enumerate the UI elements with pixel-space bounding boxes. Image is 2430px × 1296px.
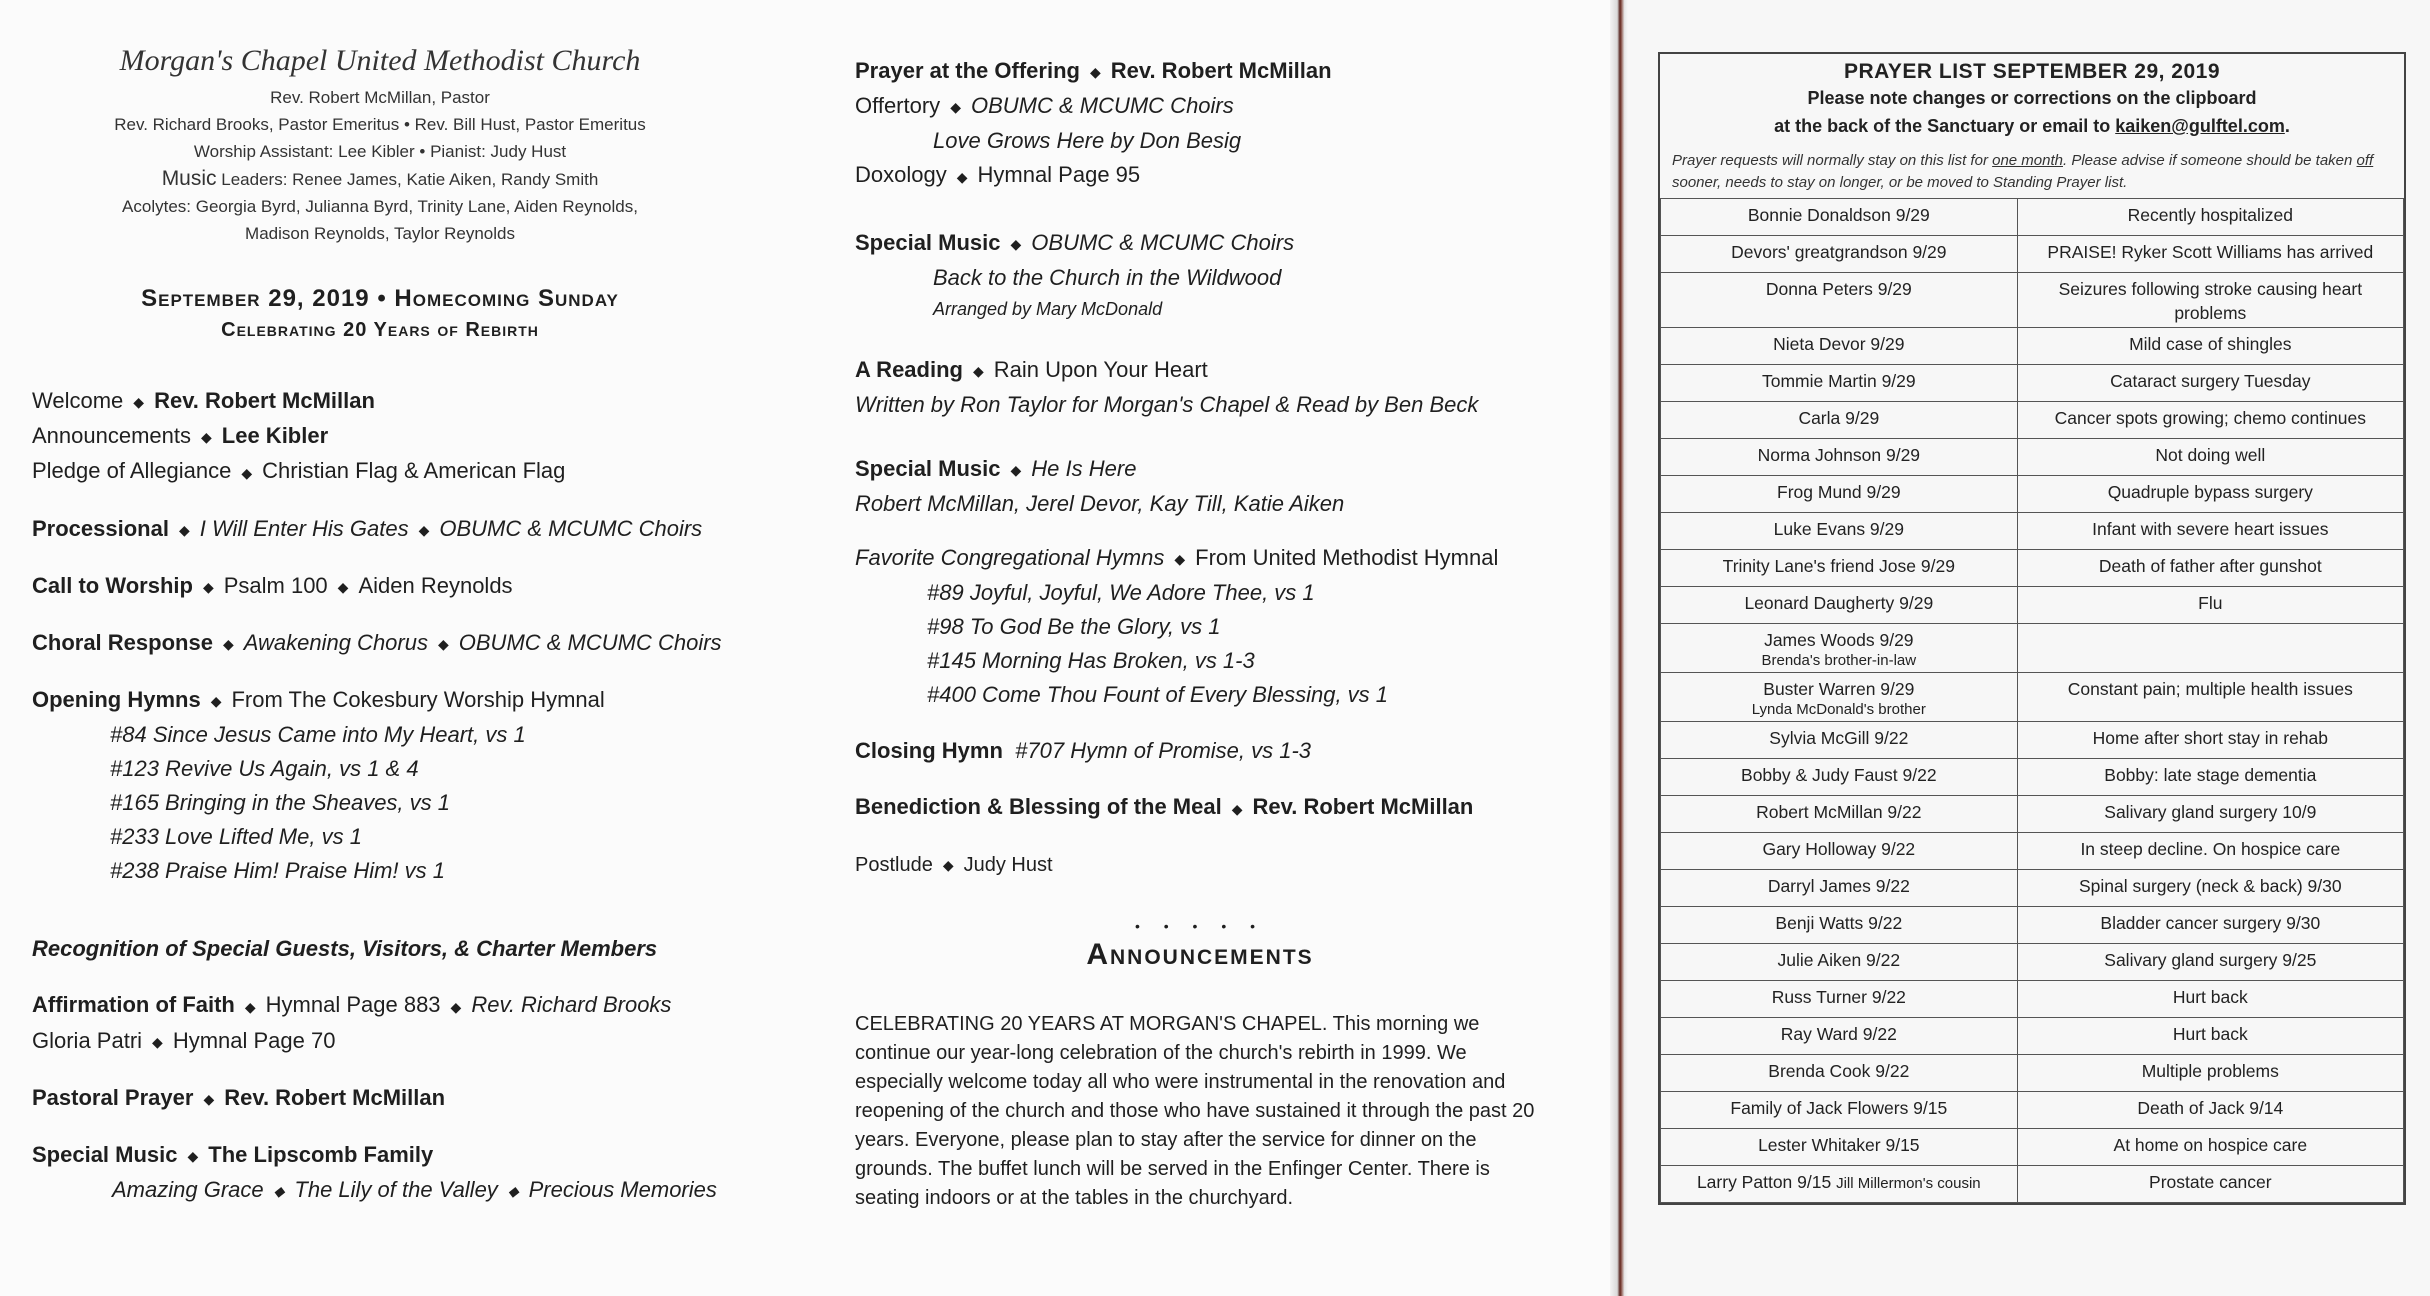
- prayer-name: Bonnie Donaldson 9/29: [1747, 205, 1930, 225]
- table-row: [1661, 907, 2404, 944]
- prayer-name: Sylvia McGill 9/22: [1769, 728, 1909, 748]
- prayer-name: James Woods 9/29: [1764, 630, 1914, 650]
- special-song-3: Precious Memories: [528, 1177, 717, 1203]
- email-prefix: at the back of the Sanctuary or email to: [1774, 116, 2116, 136]
- sm1-song: Back to the Church in the Wildwood: [933, 264, 1282, 290]
- affirmation-label: Affirmation of Faith: [32, 992, 235, 1018]
- pastoral-value: Rev. Robert McMillan: [224, 1084, 446, 1110]
- announcements-body: CELEBRATING 20 YEARS AT MORGAN'S CHAPEL. This morning we continue our year-long celebration of the church's rebirth in 1999. We especially welcome today all who were instrumental in the renovation and reopening of the church and those who have sustained it through the past 20 years. Everyone, please plan to stay after the service for dinner on the grounds. The buffet lunch will be served in the Enfinger Center. There is seating indoors or at the tables in the churchyard.: [855, 1013, 1535, 1210]
- processional-choir: OBUMC & MCUMC Choirs: [439, 515, 703, 541]
- prayer-name: Buster Warren 9/29: [1763, 679, 1915, 699]
- fav-source: From United Methodist Hymnal: [1195, 545, 1499, 571]
- bullet-icon: ◆: [222, 636, 234, 653]
- prayer-list-policy: [1666, 140, 2398, 194]
- table-row: [1661, 402, 2404, 439]
- table-row: [1661, 513, 2404, 550]
- prayer-name-cell: [1661, 759, 2018, 796]
- offering-label: Prayer at the Offering: [855, 58, 1080, 83]
- choral-response-item: [32, 626, 732, 661]
- prayer-note-cell: Bladder cancer surgery 9/30: [2017, 907, 2403, 944]
- special-song-1: Amazing Grace: [112, 1177, 264, 1203]
- pledge-item: [32, 454, 732, 489]
- prayer-list-instructions: Please note changes or corrections on the clipboard: [1807, 88, 2257, 108]
- announcements-heading: Announcements: [1086, 938, 1314, 972]
- reading-title: Rain Upon Your Heart: [993, 356, 1208, 382]
- prayer-name-cell: [1661, 1166, 2018, 1203]
- welcome-label: Welcome: [32, 388, 124, 413]
- prayer-note-cell: Seizures following stroke causing heart problems: [2017, 273, 2403, 328]
- bullet-icon: ◆: [942, 857, 954, 874]
- table-row: [1661, 796, 2404, 833]
- policy-text: Prayer requests will normally stay on this list for: [1672, 152, 1993, 169]
- table-row: [1661, 624, 2404, 673]
- favorite-hymns-item: [855, 541, 1575, 576]
- prayer-note-cell: [2017, 624, 2403, 673]
- prayer-name-cell: [1661, 796, 2018, 833]
- special-songs: [32, 1173, 732, 1208]
- prayer-name: Robert McMillan 9/22: [1756, 802, 1922, 822]
- closing-song: #707 Hymn of Promise, vs 1-3: [1015, 738, 1312, 764]
- bullet-icon: ◆: [244, 998, 256, 1015]
- hymn-line: #238 Praise Him! Praise Him! vs 1: [110, 858, 445, 884]
- sm1-choir: OBUMC & MCUMC Choirs: [1031, 229, 1295, 255]
- table-row: [1661, 833, 2404, 870]
- prayer-name: Devors' greatgrandson 9/29: [1731, 242, 1947, 262]
- offering-prayer-item: [855, 54, 1575, 89]
- closing-label: Closing Hymn: [855, 738, 1003, 764]
- closing-hymn-item: [855, 734, 1575, 768]
- sm1-label: Special Music: [855, 229, 1001, 255]
- prayer-table: [1660, 198, 2404, 1203]
- bullet-icon: ◆: [972, 362, 984, 379]
- benediction-item: [855, 790, 1575, 825]
- reading-label: A Reading: [855, 356, 963, 382]
- bullet-icon: ◆: [437, 636, 449, 653]
- bullet-icon: ◆: [337, 578, 349, 595]
- table-row: [1661, 199, 2404, 236]
- special-music-1-item: [855, 226, 1575, 261]
- pastoral-prayer-item: [32, 1081, 732, 1116]
- fav-label: Favorite Congregational Hymns: [855, 545, 1165, 571]
- table-row: [1661, 722, 2404, 759]
- prayer-name-cell: [1661, 365, 2018, 402]
- special-label: Special Music: [32, 1141, 178, 1167]
- prayer-name: Luke Evans 9/29: [1773, 519, 1904, 539]
- prayer-name-cell: [1661, 870, 2018, 907]
- prayer-name-cell: [1661, 402, 2018, 439]
- welcome-value: Rev. Robert McMillan: [154, 388, 375, 413]
- order-of-worship-column-1: [32, 44, 732, 1208]
- table-row: [1661, 550, 2404, 587]
- bullet-icon: ◆: [950, 99, 961, 116]
- order-of-worship-column-2: [855, 54, 1575, 1213]
- bullet-icon: ◆: [152, 1033, 163, 1050]
- table-row: [1661, 759, 2404, 796]
- affirmation-item: [32, 988, 732, 1023]
- reading-item: [855, 353, 1575, 388]
- pledge-label: Pledge of Allegiance: [32, 458, 232, 484]
- table-row: [1661, 1166, 2404, 1203]
- hymn-line: #89 Joyful, Joyful, We Adore Thee, vs 1: [927, 580, 1315, 606]
- special-song-2: The Lily of the Valley: [294, 1177, 498, 1203]
- prayer-name: Tommie Martin 9/29: [1761, 371, 1916, 391]
- prayer-name-cell: [1661, 439, 2018, 476]
- table-row: [1661, 673, 2404, 722]
- hymn-line: #165 Bringing in the Sheaves, vs 1: [110, 790, 451, 816]
- bullet-icon: ◆: [1231, 800, 1243, 817]
- prayer-name-cell: [1661, 944, 2018, 981]
- prayer-name-cell: [1661, 673, 2018, 722]
- prayer-note-cell: Not doing well: [2017, 439, 2403, 476]
- prayer-note-cell: Mild case of shingles: [2017, 328, 2403, 365]
- processional-item: [32, 512, 732, 547]
- table-row: [1661, 981, 2404, 1018]
- prayer-name: Donna Peters 9/29: [1765, 279, 1912, 299]
- pledge-value: Christian Flag & American Flag: [262, 458, 566, 484]
- prayer-name: Bobby & Judy Faust 9/22: [1741, 765, 1937, 785]
- prayer-name: Norma Johnson 9/29: [1757, 445, 1921, 465]
- prayer-name-cell: [1661, 199, 2018, 236]
- page-fold: [1610, 0, 1628, 1296]
- staff-list: [20, 84, 740, 247]
- special-value: The Lipscomb Family: [208, 1141, 434, 1167]
- prayer-note-cell: Death of Jack 9/14: [2017, 1092, 2403, 1129]
- prayer-name-cell: [1661, 722, 2018, 759]
- prayer-note-cell: Hurt back: [2017, 981, 2403, 1018]
- prayer-name: Ray Ward 9/22: [1780, 1024, 1897, 1044]
- bullet-icon: ◆: [1010, 235, 1022, 252]
- prayer-name-cell: [1661, 273, 2018, 328]
- table-row: [1661, 587, 2404, 624]
- choral-choir: OBUMC & MCUMC Choirs: [458, 629, 722, 655]
- hymn-line: #98 To God Be the Glory, vs 1: [927, 614, 1221, 640]
- prayer-name: Darryl James 9/22: [1767, 876, 1910, 896]
- table-row: [1661, 1055, 2404, 1092]
- email-suffix: .: [2284, 116, 2290, 136]
- staff-emeriti: Rev. Richard Brooks, Pastor Emeritus • Rev. Bill Hust, Pastor Emeritus: [114, 115, 646, 134]
- gloria-label: Gloria Patri: [32, 1027, 143, 1053]
- staff-acolytes-1: Acolytes: Georgia Byrd, Julianna Byrd, Trinity Lane, Aiden Reynolds,: [122, 197, 638, 216]
- offertory-label: Offertory: [855, 93, 941, 119]
- hymn-line: #84 Since Jesus Came into My Heart, vs 1: [110, 722, 526, 748]
- prayer-name: Lester Whitaker 9/15: [1758, 1135, 1920, 1155]
- bullet-icon: ◆: [201, 429, 212, 446]
- prayer-name-cell: [1661, 833, 2018, 870]
- gloria-page: Hymnal Page 70: [172, 1027, 336, 1053]
- staff-music: [20, 165, 740, 193]
- prayer-name: Russ Turner 9/22: [1771, 987, 1906, 1007]
- prayer-name: Julie Aiken 9/22: [1777, 950, 1901, 970]
- bullet-icon: ◆: [450, 998, 462, 1015]
- opening-hymns-item: [32, 683, 732, 718]
- table-row: [1661, 944, 2404, 981]
- prayer-name-cell: [1661, 550, 2018, 587]
- prayer-name-cell: [1661, 476, 2018, 513]
- prayer-name-cell: [1661, 1129, 2018, 1166]
- prayer-note-cell: PRAISE! Ryker Scott Williams has arrived: [2017, 236, 2403, 273]
- choral-label: Choral Response: [32, 629, 213, 655]
- hymn-line: #233 Love Lifted Me, vs 1: [110, 824, 362, 850]
- prayer-list-page: [1628, 0, 2430, 1296]
- prayer-list-title: PRAYER LIST SEPTEMBER 29, 2019: [1843, 60, 2221, 83]
- service-subtitle: Celebrating 20 Years of Rebirth: [221, 319, 539, 341]
- hymn-line: #123 Revive Us Again, vs 1 & 4: [110, 756, 419, 782]
- doxology-page: Hymnal Page 95: [977, 162, 1141, 188]
- prayer-name-cell: [1661, 1092, 2018, 1129]
- prayer-name: Family of Jack Flowers 9/15: [1730, 1098, 1948, 1118]
- table-row: [1661, 1092, 2404, 1129]
- prayer-note-cell: Multiple problems: [2017, 1055, 2403, 1092]
- prayer-note-cell: Flu: [2017, 587, 2403, 624]
- gloria-item: [32, 1024, 732, 1059]
- call-reader: Aiden Reynolds: [358, 572, 513, 598]
- bullet-icon: ◆: [1010, 462, 1022, 479]
- policy-text: off: [2356, 152, 2374, 169]
- prayer-name-cell: [1661, 587, 2018, 624]
- sm2-singers: Robert McMillan, Jerel Devor, Kay Till, Katie Aiken: [855, 491, 1345, 517]
- prayer-name: Trinity Lane's friend Jose 9/29: [1722, 556, 1955, 576]
- prayer-name: Carla 9/29: [1798, 408, 1880, 428]
- bullet-icon: ◆: [956, 168, 968, 185]
- offertory-song: Love Grows Here by Don Besig: [933, 128, 1242, 154]
- postlude-item: [855, 848, 1575, 883]
- doxology-label: Doxology: [855, 162, 947, 188]
- policy-text: . Please advise if someone should be taken: [2063, 152, 2357, 169]
- postlude-value: Judy Hust: [963, 853, 1053, 876]
- pastoral-label: Pastoral Prayer: [32, 1084, 194, 1110]
- prayer-name-relation: Lynda McDonald's brother: [1751, 701, 1926, 718]
- prayer-list-box: [1658, 52, 2406, 1205]
- prayer-name-cell: [1661, 328, 2018, 365]
- policy-text: one month: [1992, 152, 2063, 169]
- hymn-line: #145 Morning Has Broken, vs 1-3: [927, 648, 1255, 674]
- doxology-item: [855, 158, 1575, 193]
- call-to-worship-item: [32, 569, 732, 604]
- table-row: [1661, 365, 2404, 402]
- processional-label: Processional: [32, 515, 169, 541]
- bulletin-header: [20, 44, 740, 342]
- prayer-name: Frog Mund 9/29: [1777, 482, 1901, 502]
- staff-pastor: Rev. Robert McMillan, Pastor: [270, 88, 490, 107]
- prayer-name-cell: [1661, 907, 2018, 944]
- processional-song: I Will Enter His Gates: [199, 515, 409, 541]
- bullet-icon: ◆: [133, 394, 145, 411]
- prayer-name: Leonard Daugherty 9/29: [1744, 593, 1934, 613]
- prayer-note-cell: Death of father after gunshot: [2017, 550, 2403, 587]
- affirmation-reader: Rev. Richard Brooks: [471, 992, 672, 1018]
- table-row: [1661, 870, 2404, 907]
- prayer-note-cell: Infant with severe heart issues: [2017, 513, 2403, 550]
- bullet-icon: ◆: [210, 693, 222, 710]
- prayer-name-cell: [1661, 624, 2018, 673]
- offertory-choir: OBUMC & MCUMC Choirs: [970, 93, 1234, 119]
- bullet-icon: ◆: [178, 521, 190, 538]
- staff-music-word: Music: [161, 167, 217, 190]
- prayer-name-cell: [1661, 513, 2018, 550]
- prayer-name: Brenda Cook 9/22: [1768, 1061, 1910, 1081]
- prayer-name-cell: [1661, 1018, 2018, 1055]
- announcements-item: [32, 419, 732, 454]
- table-row: [1661, 476, 2404, 513]
- bullet-icon: ◆: [203, 1090, 215, 1107]
- prayer-name: Nieta Devor 9/29: [1773, 334, 1905, 354]
- special-music-2-item: [855, 452, 1575, 487]
- prayer-note-cell: Cataract surgery Tuesday: [2017, 365, 2403, 402]
- bullet-icon: ◆: [187, 1148, 199, 1165]
- staff-music-leaders: Leaders: Renee James, Katie Aiken, Randy Smith: [216, 170, 599, 189]
- benediction-label: Benediction & Blessing of the Meal: [855, 794, 1222, 820]
- prayer-name-cell: [1661, 236, 2018, 273]
- prayer-note-cell: Salivary gland surgery 10/9: [2017, 796, 2403, 833]
- reading-credit: Written by Ron Taylor for Morgan's Chapel & Read by Ben Beck: [855, 391, 1479, 417]
- prayer-note-cell: Prostate cancer: [2017, 1166, 2403, 1203]
- opening-source: From The Cokesbury Worship Hymnal: [231, 687, 605, 713]
- bullet-icon: ◆: [1174, 551, 1186, 568]
- hymn-line: #400 Come Thou Fount of Every Blessing, vs 1: [927, 682, 1389, 708]
- sm2-song: He Is Here: [1031, 455, 1137, 481]
- call-psalm: Psalm 100: [223, 572, 328, 598]
- announcements-value: Lee Kibler: [221, 423, 329, 449]
- prayer-note-cell: Spinal surgery (neck & back) 9/30: [2017, 870, 2403, 907]
- table-row: [1661, 273, 2404, 328]
- affirmation-page: Hymnal Page 883: [265, 992, 441, 1018]
- email-link[interactable]: kaiken@gulftel.com: [2115, 116, 2285, 136]
- sm2-label: Special Music: [855, 455, 1001, 481]
- opening-label: Opening Hymns: [32, 687, 201, 713]
- special-music-item: [32, 1138, 732, 1173]
- bullet-icon: ◆: [507, 1183, 519, 1200]
- prayer-note-cell: Hurt back: [2017, 1018, 2403, 1055]
- staff-worship: Worship Assistant: Lee Kibler • Pianist: Judy Hust: [193, 142, 567, 161]
- staff-acolytes-2: Madison Reynolds, Taylor Reynolds: [245, 224, 515, 243]
- policy-text: sooner, needs to stay on longer, or be moved to Standing Prayer list.: [1672, 174, 2128, 191]
- prayer-note-cell: Bobby: late stage dementia: [2017, 759, 2403, 796]
- offertory-item: [855, 89, 1575, 124]
- service-date: September 29, 2019 • Homecoming Sunday: [141, 285, 619, 312]
- prayer-note-cell: At home on hospice care: [2017, 1129, 2403, 1166]
- welcome-item: [32, 384, 732, 419]
- prayer-note-cell: Constant pain; multiple health issues: [2017, 673, 2403, 722]
- prayer-name: Larry Patton 9/15: [1696, 1172, 1832, 1192]
- church-name: Morgan's Chapel United Methodist Church: [119, 44, 641, 77]
- benediction-value: Rev. Robert McMillan: [1252, 794, 1474, 820]
- table-row: [1661, 1129, 2404, 1166]
- sm1-arrangement: Arranged by Mary McDonald: [933, 298, 1163, 319]
- call-label: Call to Worship: [32, 572, 193, 598]
- table-row: [1661, 236, 2404, 273]
- prayer-name-relation: Jill Millermon's cousin: [1836, 1175, 1981, 1192]
- prayer-list-header: [1660, 54, 2404, 198]
- postlude-label: Postlude: [855, 853, 933, 876]
- announcements-label: Announcements: [32, 423, 191, 449]
- prayer-name: Benji Watts 9/22: [1775, 913, 1903, 933]
- prayer-list-email-line: [1666, 112, 2398, 140]
- prayer-name-cell: [1661, 1055, 2018, 1092]
- offering-value: Rev. Robert McMillan: [1110, 58, 1332, 83]
- prayer-note-cell: Cancer spots growing; chemo continues: [2017, 402, 2403, 439]
- bullet-icon: ◆: [1089, 64, 1101, 81]
- bullet-icon: ◆: [273, 1183, 285, 1200]
- bullet-icon: ◆: [202, 578, 214, 595]
- prayer-note-cell: In steep decline. On hospice care: [2017, 833, 2403, 870]
- prayer-name: Gary Holloway 9/22: [1762, 839, 1916, 859]
- bullet-icon: ◆: [418, 521, 430, 538]
- recognition-item: Recognition of Special Guests, Visitors, & Charter Members: [32, 936, 658, 962]
- prayer-note-cell: Home after short stay in rehab: [2017, 722, 2403, 759]
- prayer-note-cell: Recently hospitalized: [2017, 199, 2403, 236]
- prayer-name-relation: Brenda's brother-in-law: [1761, 652, 1917, 669]
- prayer-note-cell: Salivary gland surgery 9/25: [2017, 944, 2403, 981]
- table-row: [1661, 1018, 2404, 1055]
- table-row: [1661, 328, 2404, 365]
- table-row: [1661, 439, 2404, 476]
- bullet-icon: ◆: [241, 464, 253, 481]
- prayer-name-cell: [1661, 981, 2018, 1018]
- choral-song: Awakening Chorus: [243, 629, 428, 655]
- ornament-dots: • • • • •: [1134, 918, 1266, 935]
- prayer-note-cell: Quadruple bypass surgery: [2017, 476, 2403, 513]
